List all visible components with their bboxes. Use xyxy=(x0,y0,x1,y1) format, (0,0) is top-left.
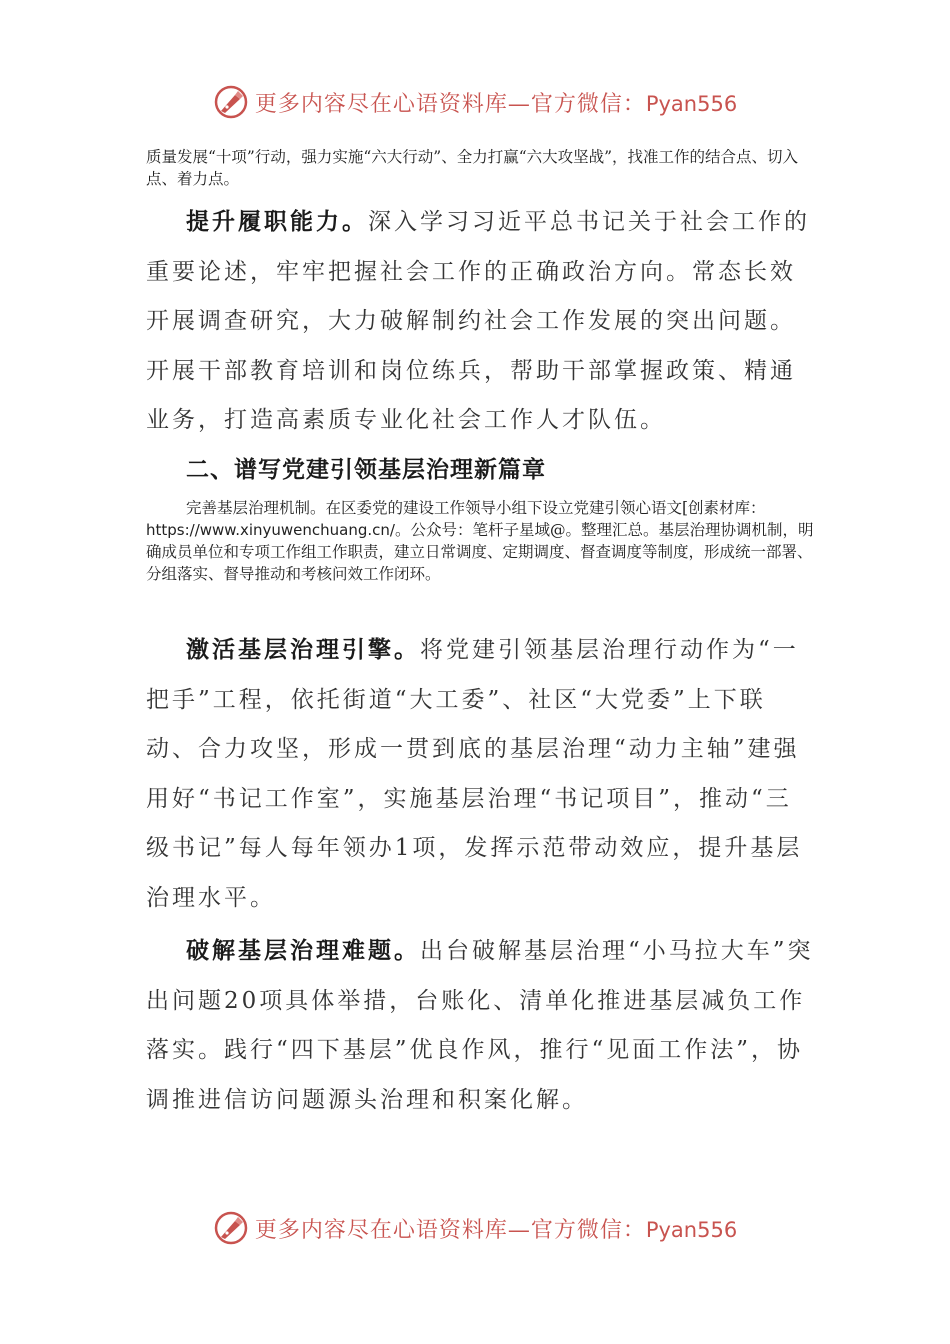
paragraph-2: 完善基层治理机制。在区委党的建设工作领导小组下设立党建引领心语文[创素材库：https://www.xinyuwenchuang.cn/。公众号：笔杆子星域@。整理汇总。基层治理协调机制，明确成员单位和专项工作组工作职责，建立日常调度、定期调度、督查调度等制度，形成统一部署、分组落实、督导推动和考核问效工作闭环。 xyxy=(146,499,814,583)
paragraph-1-lead: 提升履职能力。 xyxy=(186,208,368,235)
paragraph-1-body: 深入学习习近平总书记关于社会工作的重要论述，牢牢把握社会工作的正确政治方向。常态长效开展调查研究，大力破解制约社会工作发展的突出问题。开展干部教育培训和岗位练兵，帮助干部掌握政策、精通业务，打造高素质专业化社会工作人才队伍。 xyxy=(146,209,810,434)
banner-text: 更多内容尽在心语资料库—官方微信：Pyan556 xyxy=(254,91,738,117)
paragraph-3-body: 将党建引领基层治理行动作为“一把手”工程，依托街道“大工委”、社区“大党委”上下联动、合力攻坚，形成一贯到底的基层治理“动力主轴”建强用好“书记工作室”，实施基层治理“书记项目”，推动“三级书记”每人每年领办1项，发挥示范带动效应，提升基层治理水平。 xyxy=(146,637,803,911)
footer-banner xyxy=(0,1208,950,1248)
header-banner xyxy=(0,82,950,122)
paragraph-4-lead: 破解基层治理难题。 xyxy=(186,937,420,964)
paragraph-4 xyxy=(146,926,816,1125)
wechat-id: Pyan556 xyxy=(645,1217,738,1242)
paragraph-4-body: 出台破解基层治理“小马拉大车”突出问题20项具体举措，台账化、清单化推进基层减负工作落实。践行“四下基层”优良作风，推行“见面工作法”，协调推进信访问题源头治理和积案化解。 xyxy=(146,938,814,1113)
pen-nib-circle-icon xyxy=(213,84,249,120)
paragraph-0: 质量发展“十项”行动，强力实施“六大行动”、全力打赢“六大攻坚战”，找准工作的结合点、切入点、着力点。 xyxy=(146,148,799,188)
paragraph-3 xyxy=(146,625,816,924)
source-url: https://www.xinyuwenchuang.cn/ xyxy=(146,521,395,539)
wechat-id: Pyan556 xyxy=(645,91,738,116)
pen-nib-circle-icon xyxy=(213,1210,249,1246)
paragraph-1 xyxy=(146,197,816,446)
banner-text: 更多内容尽在心语资料库—官方微信：Pyan556 xyxy=(254,1217,738,1243)
paragraph-3-lead: 激活基层治理引擎。 xyxy=(186,636,420,663)
section-heading-2: 二、谱写党建引领基层治理新篇章 xyxy=(186,457,546,483)
